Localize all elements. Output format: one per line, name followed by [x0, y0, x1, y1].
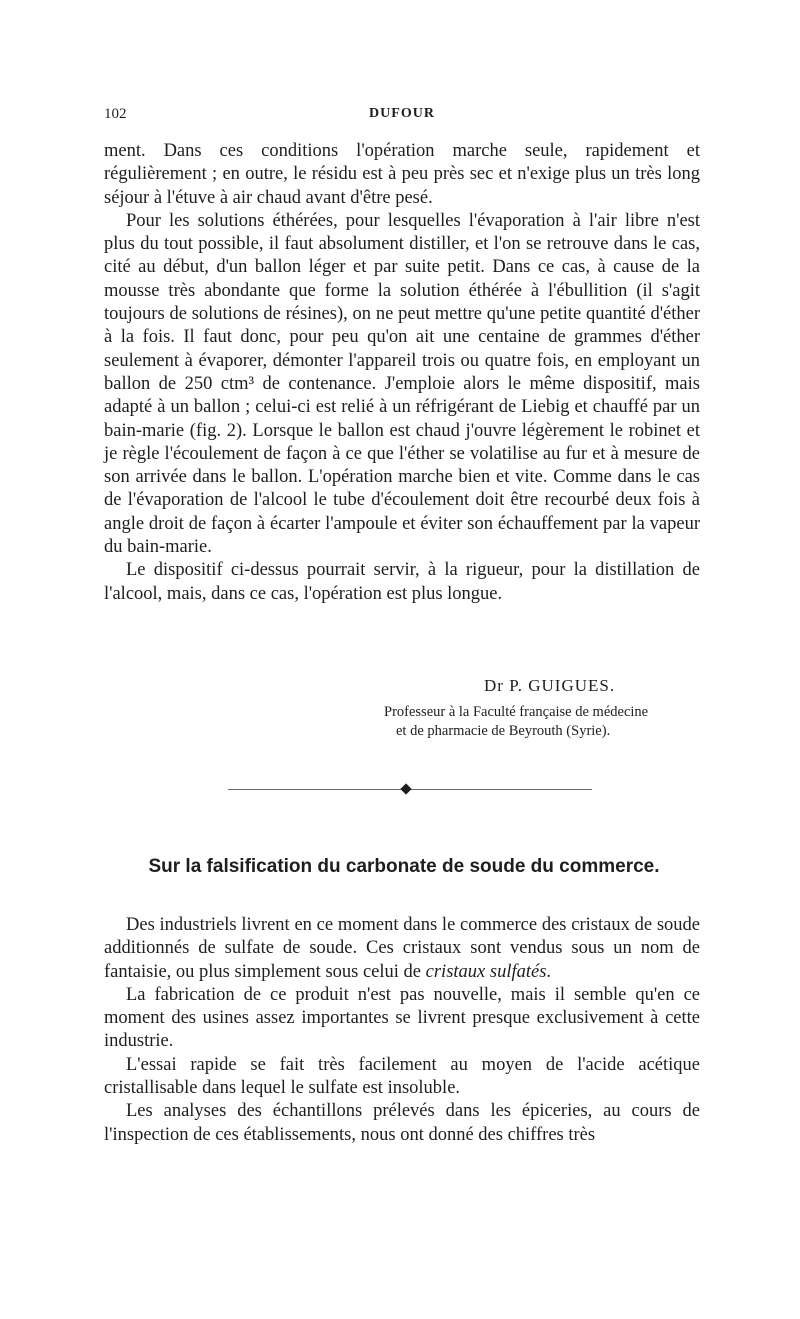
paragraph: Le dispositif ci-dessus pourrait servir, à la rigueur, pour la distillation de l'alcool, mais, dans ce cas, l'opération est plus longue.: [104, 560, 700, 604]
paragraph: L'essai rapide se fait très facilement au moyen de l'acide acétique cristallisable dans lequel le sulfate est insoluble.: [104, 1054, 700, 1099]
paragraph: La fabrication de ce produit n'est pas nouvelle, mais il semble qu'en ce moment des usines assez importantes se livrent presque exclusivement à cette industrie.: [104, 984, 700, 1052]
page-number: 102: [104, 106, 127, 122]
paragraph: Pour les solutions éthérées, pour lesquelles l'évaporation à l'air libre n'est plus du tout possible, il faut absolument distiller, et l'on se retrouve dans le cas, cité au début, d'un ballon léger et par suite petit. Dans ce cas, à cause de la mousse très abondante que forme la solution éthérée à l'ébullition (il s'agit toujours de solutions de résines), on ne peut mettre qu'une petite quantité d'éther à la fois. Il faut donc, pour peu qu'on ait une centaine de grammes d'éther seulement à évaporer, démonter l'appareil trois ou quatre fois, en employant un ballon de 250 ctm³ de contenance. J'emploie alors le même dispositif, mais adapté à un ballon ; celui-ci est relié à un réfrigérant de Liebig et chauffé par un bain-marie (fig. 2). Lorsque le ballon est chaud j'ouvre légèrement le robinet et je règle l'écoulement de façon à ce que l'éther se volatilise au fur et à mesure de son arrivée dans le ballon. L'opération marche bien et vite. Comme dans le cas de l'évaporation de l'alcool le tube d'écoulement doit être recourbé deux fois à angle droit de façon à écarter l'ampoule et éviter son échauffement par la vapeur du bain-marie.: [104, 210, 700, 558]
italic-term: cristaux sulfatés: [425, 961, 547, 982]
article-title: Sur la falsification du carbonate de soude du commerce.: [148, 856, 660, 877]
paragraph: ment. Dans ces conditions l'opération marche seule, rapidement et régulièrement ; en outre, le résidu est à peu près sec et n'exige plus un très long séjour à l'étuve à air chaud avant d'être pesé.: [104, 141, 700, 208]
article-continuation: [104, 140, 700, 606]
paragraph: [104, 914, 700, 984]
author-affiliation: et de pharmacie de Beyrouth (Syrie).: [396, 723, 611, 739]
running-title: DUFOUR: [369, 106, 435, 121]
author-name: Dr P. GUIGUES.: [484, 676, 616, 695]
paragraph-text: Des industriels livrent en ce moment dans le commerce des cristaux de soude additionnés de sulfate de soude. Ces cristaux sont vendus sous un nom de fantaisie, ou plus simplement sous celui de: [104, 915, 700, 982]
paragraph: Les analyses des échantillons prélevés dans les épiceries, au cours de l'inspection de ces établissements, nous ont donné des chiffres très: [104, 1101, 700, 1145]
section-separator: [228, 788, 592, 792]
author-affiliation: Professeur à la Faculté française de médecine: [384, 704, 649, 720]
article-body: [104, 914, 700, 1147]
paragraph-end: .: [546, 961, 552, 982]
running-head: [104, 106, 700, 128]
diamond-ornament-icon: [400, 783, 411, 794]
